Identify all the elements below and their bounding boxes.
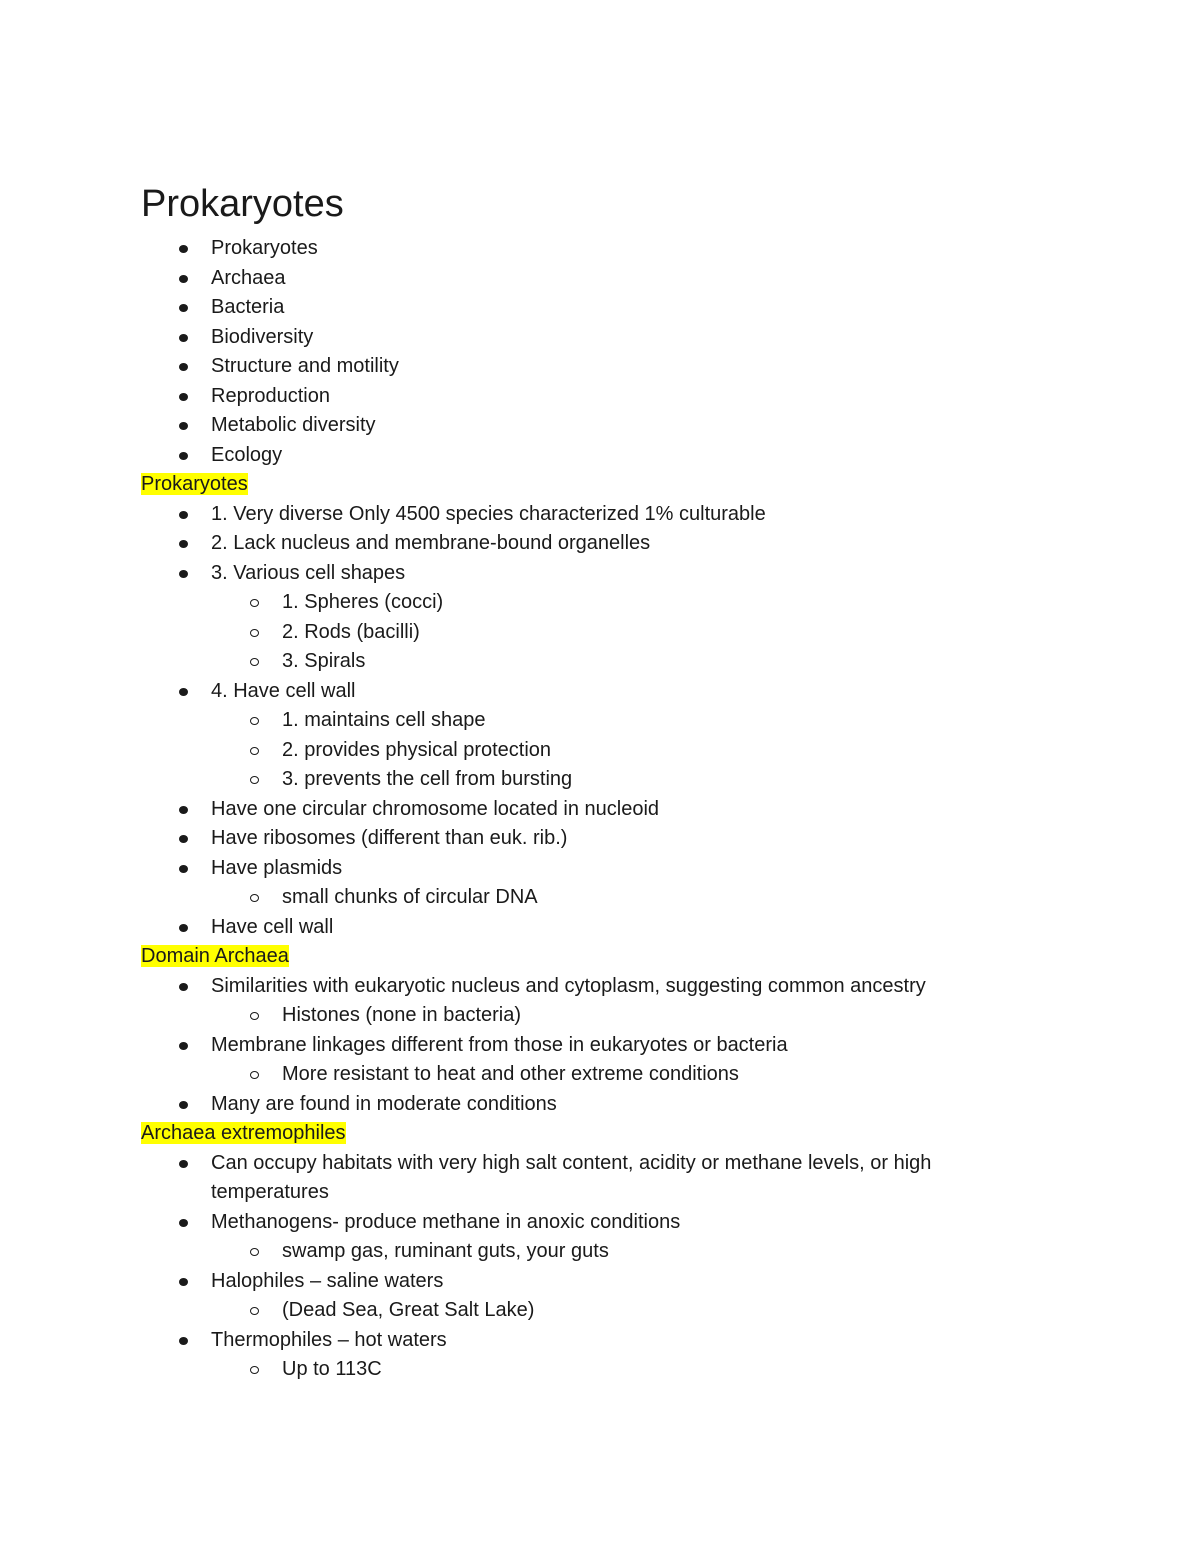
bullet-item-text: Have cell wall [211, 915, 334, 938]
highlighted-heading-text: Domain Archaea [141, 945, 289, 967]
bullet-item [141, 293, 1041, 323]
bullet-item [141, 234, 1041, 264]
sub-bullet-item [141, 1060, 1041, 1090]
section-heading [141, 1119, 1041, 1149]
filled-bullet-icon [179, 1160, 188, 1168]
bullet-item-text: Many are found in moderate conditions [211, 1092, 557, 1115]
bullet-item [141, 854, 1041, 884]
sub-bullet-item [141, 706, 1041, 736]
filled-bullet-icon [179, 1101, 188, 1109]
sub-bullet-item-text: 3. prevents the cell from bursting [282, 768, 573, 790]
sub-bullet-item-text: 1. Spheres (cocci) [282, 591, 444, 613]
sub-bullet-item-text: 2. provides physical protection [282, 738, 552, 761]
sub-bullet-item-text: More resistant to heat and other extreme conditions [282, 1063, 739, 1085]
filled-bullet-icon [179, 511, 188, 519]
bullet-item-text: Ecology [211, 443, 283, 466]
sub-bullet-item [141, 883, 1041, 913]
hollow-bullet-icon [250, 1071, 259, 1079]
sub-bullet-item [141, 736, 1041, 766]
bullet-item-text: Have one circular chromosome located in nucleoid [211, 797, 660, 820]
sub-bullet-item [141, 1296, 1041, 1326]
filled-bullet-icon [179, 304, 188, 312]
filled-bullet-icon [179, 1337, 188, 1345]
bullet-item-text: Have plasmids [211, 856, 343, 879]
sub-bullet-item [141, 618, 1041, 648]
bullet-item-text: Archaea [211, 266, 286, 289]
bullet-item [141, 1090, 1041, 1120]
hollow-bullet-icon [250, 717, 259, 725]
hollow-bullet-icon [250, 1012, 259, 1020]
bullet-item-text: Thermophiles – hot waters [211, 1328, 447, 1351]
bullet-item [141, 824, 1041, 854]
filled-bullet-icon [179, 924, 188, 932]
sub-bullet-item-text: small chunks of circular DNA [282, 886, 538, 908]
hollow-bullet-icon [250, 776, 259, 784]
sub-bullet-item-text: Histones (none in bacteria) [282, 1004, 522, 1026]
bullet-item [141, 1031, 1041, 1061]
bullet-item [141, 795, 1041, 825]
hollow-bullet-icon [250, 1248, 259, 1256]
bullet-item-text: Similarities with eukaryotic nucleus and cytoplasm, suggesting common ancestry [211, 974, 926, 997]
sub-bullet-item [141, 1355, 1041, 1385]
bullet-item [141, 677, 1041, 707]
bullet-item [141, 1326, 1041, 1356]
bullet-item [141, 382, 1041, 412]
bullet-item-text: 2. Lack nucleus and membrane-bound organelles [211, 532, 651, 554]
filled-bullet-icon [179, 688, 188, 696]
sub-bullet-item-text: (Dead Sea, Great Salt Lake) [282, 1299, 535, 1321]
filled-bullet-icon [179, 1219, 188, 1227]
bullet-item [141, 529, 1041, 559]
filled-bullet-icon [179, 1278, 188, 1286]
filled-bullet-icon [179, 334, 188, 342]
document-body [141, 234, 1041, 1385]
sub-bullet-item [141, 588, 1041, 618]
highlighted-heading-text: Prokaryotes [141, 473, 248, 495]
filled-bullet-icon [179, 570, 188, 578]
sub-bullet-item-text: Up to 113C [282, 1358, 382, 1380]
filled-bullet-icon [179, 452, 188, 460]
bullet-item-text: 4. Have cell wall [211, 679, 356, 702]
filled-bullet-icon [179, 422, 188, 430]
filled-bullet-icon [179, 363, 188, 371]
bullet-item-text: 1. Very diverse Only 4500 species characterized 1% culturable [211, 502, 766, 525]
hollow-bullet-icon [250, 658, 259, 666]
sub-bullet-item-text: 2. Rods (bacilli) [282, 620, 420, 643]
hollow-bullet-icon [250, 747, 259, 755]
filled-bullet-icon [179, 245, 188, 253]
bullet-item [141, 972, 1041, 1002]
bullet-item-text: Methanogens- produce methane in anoxic conditions [211, 1210, 681, 1233]
filled-bullet-icon [179, 806, 188, 814]
bullet-item [141, 441, 1041, 471]
filled-bullet-icon [179, 393, 188, 401]
bullet-item [141, 264, 1041, 294]
document-title: Prokaryotes [141, 183, 344, 225]
sub-bullet-item [141, 1001, 1041, 1031]
highlighted-heading-text: Archaea extremophiles [141, 1122, 346, 1144]
filled-bullet-icon [179, 835, 188, 843]
section-heading [141, 470, 1041, 500]
document-page [141, 176, 1041, 1385]
bullet-item [141, 1149, 1041, 1208]
section-heading [141, 942, 1041, 972]
filled-bullet-icon [179, 983, 188, 991]
bullet-item [141, 559, 1041, 589]
hollow-bullet-icon [250, 1307, 259, 1315]
hollow-bullet-icon [250, 1366, 259, 1374]
bullet-item-text: Halophiles – saline waters [211, 1269, 444, 1292]
filled-bullet-icon [179, 540, 188, 548]
bullet-item-text: Can occupy habitats with very high salt content, acidity or methane levels, or high temperatures [211, 1151, 932, 1203]
sub-bullet-item-text: 3. Spirals [282, 650, 366, 672]
hollow-bullet-icon [250, 894, 259, 902]
bullet-item-text: Have ribosomes (different than euk. rib.) [211, 827, 568, 849]
bullet-item [141, 1267, 1041, 1297]
sub-bullet-item-text: 1. maintains cell shape [282, 709, 486, 731]
hollow-bullet-icon [250, 629, 259, 637]
bullet-item [141, 1208, 1041, 1238]
bullet-item [141, 500, 1041, 530]
sub-bullet-item [141, 765, 1041, 795]
hollow-bullet-icon [250, 599, 259, 607]
sub-bullet-item [141, 647, 1041, 677]
sub-bullet-item-text: swamp gas, ruminant guts, your guts [282, 1240, 609, 1262]
bullet-item-text: Membrane linkages different from those in eukaryotes or bacteria [211, 1033, 788, 1056]
bullet-item [141, 411, 1041, 441]
bullet-item-text: Structure and motility [211, 355, 399, 377]
bullet-item-text: Prokaryotes [211, 237, 318, 259]
bullet-item [141, 323, 1041, 353]
bullet-item [141, 352, 1041, 382]
bullet-item-text: Bacteria [211, 296, 285, 318]
bullet-item-text: Biodiversity [211, 325, 314, 348]
filled-bullet-icon [179, 1042, 188, 1050]
bullet-item-text: Reproduction [211, 384, 330, 407]
bullet-item-text: 3. Various cell shapes [211, 561, 406, 584]
filled-bullet-icon [179, 865, 188, 873]
filled-bullet-icon [179, 275, 188, 283]
bullet-item-text: Metabolic diversity [211, 414, 376, 436]
bullet-item [141, 913, 1041, 943]
sub-bullet-item [141, 1237, 1041, 1267]
